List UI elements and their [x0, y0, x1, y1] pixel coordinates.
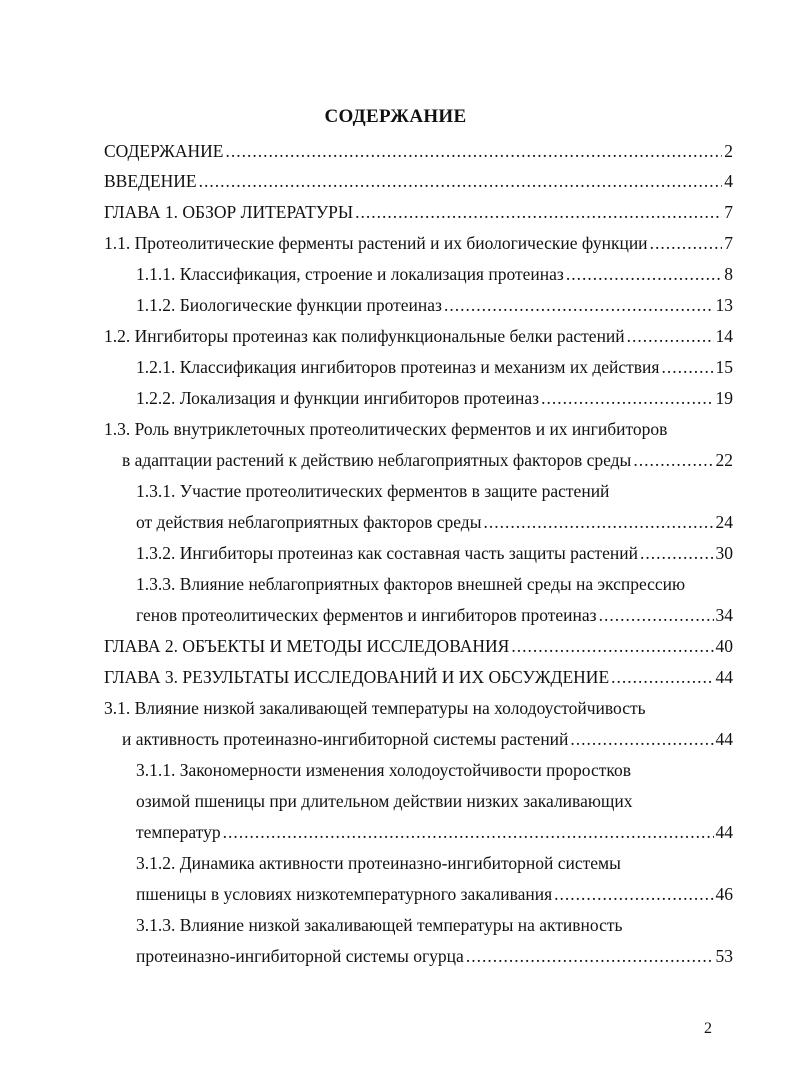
toc-entry[interactable] — [104, 232, 733, 254]
toc-entry-title: 1.2.1. Классификация ингибиторов протеиназ и механизм их действия — [136, 357, 660, 377]
toc-entry-title: ГЛАВА 3. РЕЗУЛЬТАТЫ ИССЛЕДОВАНИЙ И ИХ ОБСУЖДЕНИЕ — [104, 667, 610, 687]
toc-entry-title: СОДЕРЖАНИЕ — [104, 141, 224, 161]
page-title: СОДЕРЖАНИЕ — [324, 106, 467, 127]
toc-leader-dots — [566, 263, 722, 285]
toc-entry-page: 7 — [724, 233, 733, 253]
toc-entry[interactable] — [136, 387, 733, 409]
toc-leader-dots — [483, 511, 713, 533]
toc-entry-title-line: 1.3.3. Влияние неблагоприятных факторов внешней среды на экспрессию — [136, 574, 686, 594]
toc-entry-title: ГЛАВА 1. ОБЗОР ЛИТЕРАТУРЫ — [104, 202, 354, 222]
toc-entry-title-line: 1.3. Роль внутриклеточных протеолитических ферментов и их ингибиторов — [104, 419, 668, 439]
toc-leader-dots — [611, 666, 713, 688]
toc-entry-title: 1.2.2. Локализация и функции ингибиторов протеиназ — [136, 388, 540, 408]
toc-entry[interactable] — [104, 325, 733, 347]
toc-entry-title: 1.1. Протеолитические ферменты растений и их биологические функции — [104, 233, 648, 253]
toc-entry-title: 1.2. Ингибиторы протеиназ как полифункциональные белки растений — [104, 326, 625, 346]
toc-entry[interactable] — [104, 170, 733, 192]
toc-leader-dots — [541, 387, 713, 409]
toc-entry-page: 4 — [724, 171, 733, 191]
toc-entry-page: 40 — [715, 636, 733, 656]
toc-entry[interactable] — [136, 542, 733, 564]
toc-leader-dots — [355, 201, 722, 223]
toc-entry-title-line: 3.1. Влияние низкой закаливающей температуры на холодоустойчивость — [104, 698, 646, 718]
toc-entry[interactable] — [122, 728, 733, 750]
toc-entry-page: 44 — [715, 822, 733, 842]
toc-leader-dots — [627, 325, 714, 347]
toc-entry[interactable] — [136, 945, 733, 967]
toc-entry-page: 19 — [715, 388, 733, 408]
toc-entry-page: 44 — [715, 667, 733, 687]
toc-entry-page: 30 — [715, 543, 733, 563]
toc-entry-title-line: 3.1.3. Влияние низкой закаливающей температуры на активность — [136, 915, 623, 935]
toc-entry[interactable] — [136, 356, 733, 378]
toc-leader-dots — [199, 170, 723, 192]
toc-entry[interactable] — [136, 883, 733, 905]
toc-entry-title: и активность протеиназно-ингибиторной системы растений — [122, 729, 569, 749]
toc-entry-page: 13 — [715, 295, 733, 315]
toc-leader-dots — [570, 728, 713, 750]
toc-entry-title: температур — [136, 822, 221, 842]
toc-entry-page: 7 — [724, 202, 733, 222]
toc-entry-title: 1.1.1. Классификация, строение и локализация протеиназ — [136, 264, 564, 284]
toc-leader-dots — [599, 604, 714, 626]
toc-leader-dots — [633, 449, 713, 471]
toc-entry-title: 1.1.2. Биологические функции протеиназ — [136, 295, 442, 315]
toc-entry-page: 15 — [715, 357, 733, 377]
toc-entry-page: 2 — [724, 141, 733, 161]
toc-entry-title-line: озимой пшеницы при длительном действии низких закаливающих — [136, 791, 633, 811]
toc-entry-title: ВВЕДЕНИЕ — [104, 171, 197, 191]
toc-entry-page: 24 — [715, 512, 733, 532]
toc-entry[interactable] — [136, 821, 733, 843]
toc-leader-dots — [640, 542, 714, 564]
toc-leader-dots — [225, 140, 722, 162]
toc-entry-title: пшеницы в условиях низкотемпературного закаливания — [136, 884, 553, 904]
toc-entry-title: в адаптации растений к действию неблагоприятных факторов среды — [122, 450, 632, 470]
toc-entry[interactable] — [136, 511, 733, 533]
toc-entry[interactable] — [136, 294, 733, 316]
toc-entry-title: ГЛАВА 2. ОБЪЕКТЫ И МЕТОДЫ ИССЛЕДОВАНИЯ — [104, 636, 510, 656]
toc-entry-title-line: 3.1.1. Закономерности изменения холодоустойчивости проростков — [136, 760, 631, 780]
toc-entry-title: генов протеолитических ферментов и ингибиторов протеиназ — [136, 605, 597, 625]
toc-entry-page: 53 — [715, 946, 733, 966]
toc-entry-page: 46 — [715, 884, 733, 904]
toc-entry[interactable] — [104, 666, 733, 688]
toc-entry[interactable] — [104, 635, 733, 657]
toc-entry-page: 14 — [715, 326, 733, 346]
toc-leader-dots — [511, 635, 713, 657]
toc-entry-title-line: 3.1.2. Динамика активности протеиназно-ингибиторной системы — [136, 853, 621, 873]
toc-entry[interactable] — [122, 449, 733, 471]
toc-entry-title-line: 1.3.1. Участие протеолитических ферментов в защите растений — [136, 481, 610, 501]
toc-entry[interactable] — [136, 263, 733, 285]
toc-entry[interactable] — [136, 604, 733, 626]
toc-entry-page: 8 — [724, 264, 733, 284]
toc-entry-title: протеиназно-ингибиторной системы огурца — [136, 946, 464, 966]
toc-leader-dots — [223, 821, 714, 843]
toc-entry-page: 44 — [715, 729, 733, 749]
toc-leader-dots — [466, 945, 714, 967]
toc-entry-title: 1.3.2. Ингибиторы протеиназ как составная часть защиты растений — [136, 543, 638, 563]
page-number: 2 — [704, 1020, 712, 1037]
toc-entry-title: от действия неблагоприятных факторов среды — [136, 512, 482, 532]
toc-entry-page: 34 — [715, 605, 733, 625]
toc-leader-dots — [650, 232, 723, 254]
toc-leader-dots — [444, 294, 714, 316]
toc-entry-page: 22 — [715, 450, 733, 470]
toc-entry[interactable] — [104, 140, 733, 162]
toc-leader-dots — [554, 883, 713, 905]
toc-entry[interactable] — [104, 201, 733, 223]
toc-leader-dots — [661, 356, 713, 378]
